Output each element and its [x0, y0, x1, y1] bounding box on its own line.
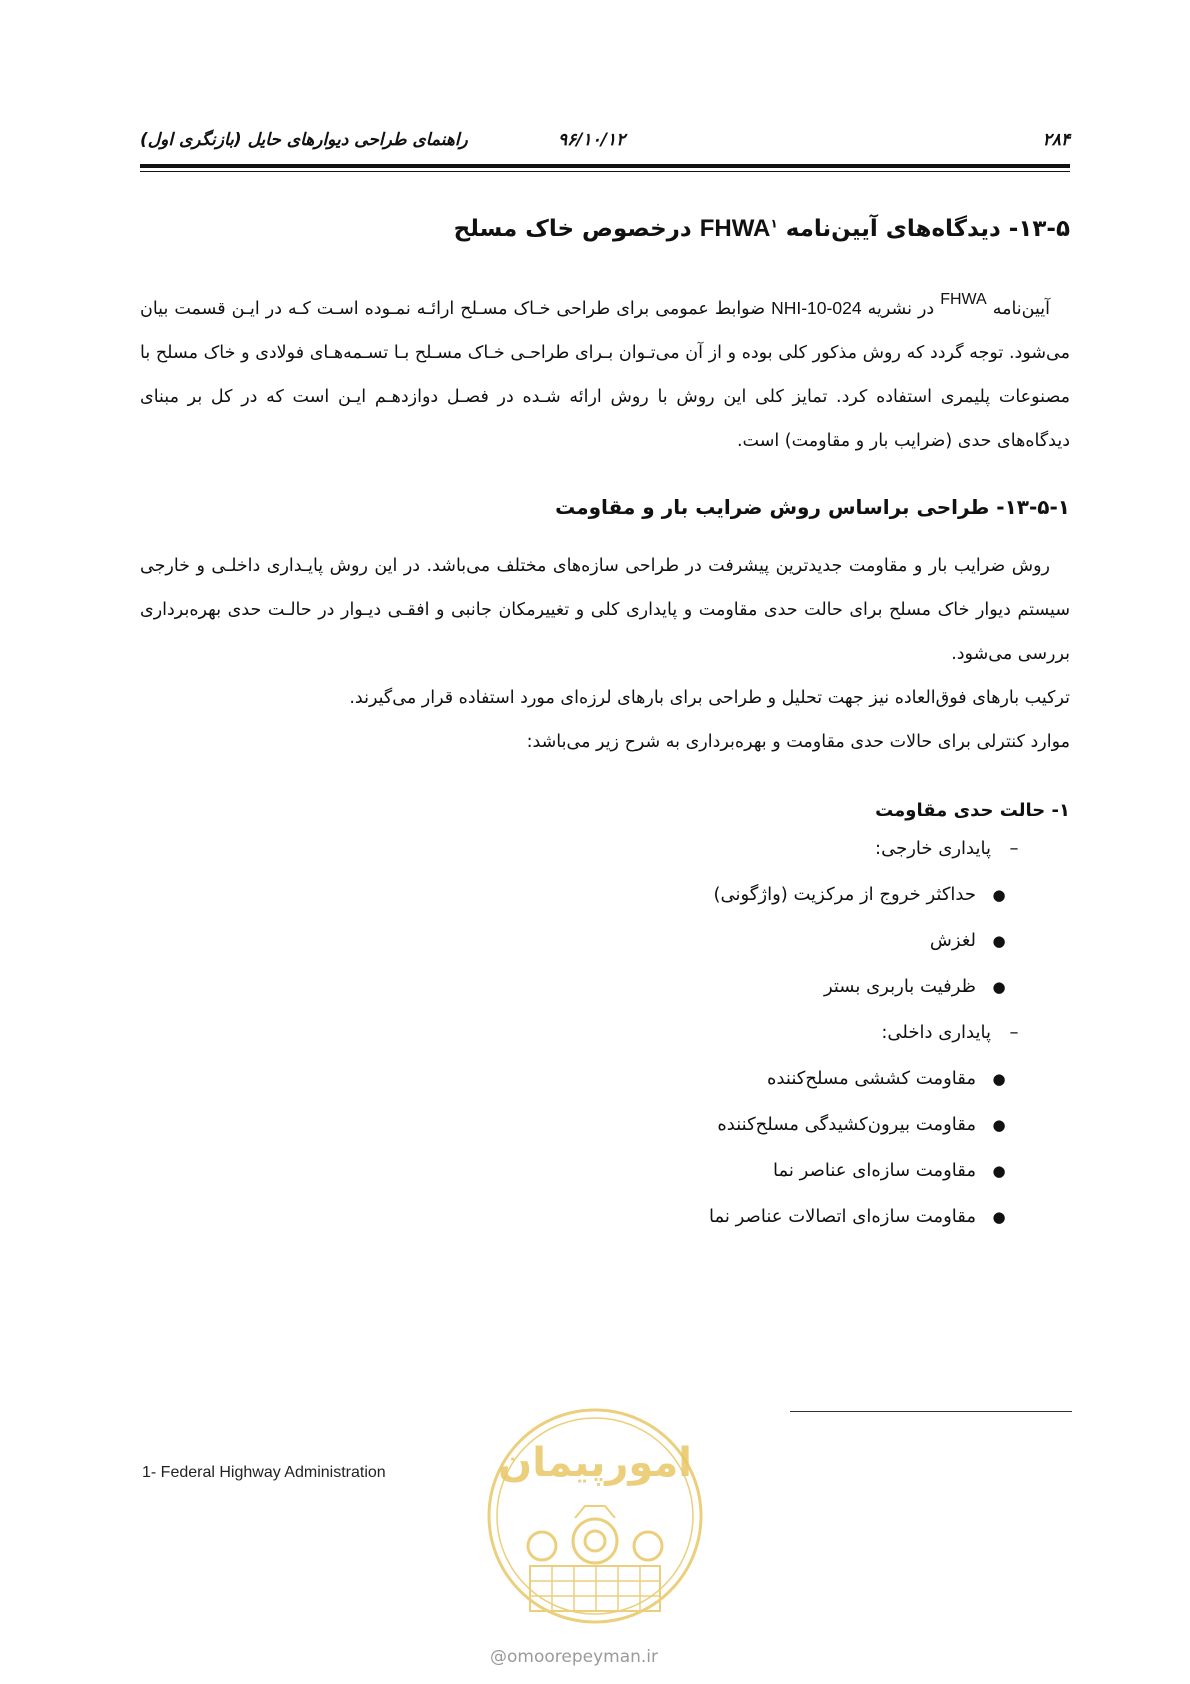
intro-code: FHWA	[940, 291, 987, 308]
intro-text-c: ضوابط عمومی برای طراحی خـاک مسـلح ارائـه نمـوده اسـت کـه در ایـن قسمت بیان می‌شود. توجه گردد که روش مذکور کلی بوده و از آن می‌تـوان بـرای طراحـی خـاک مسـلح بـا تسـمه‌هـای فولادی و خاک مسلح با مصنوعات پلیمری استفاده کرد. تمایز کلی این روش با روش ارائه شـده در فصـل دوازدهـم ایـن است که در کل بر مبنای دیدگاه‌های حدی (ضرایب بار و مقاومت) است.	[140, 299, 1070, 451]
bullet-icon: ●	[992, 1116, 1006, 1134]
omoorepeyman-logo	[480, 1396, 710, 1636]
list-item-text: مقاومت کششی مسلح‌کننده	[767, 1068, 976, 1089]
extreme-loads-paragraph: ترکیب بارهای فوق‌العاده نیز جهت تحلیل و طراحی برای بارهای لرزه‌ای مورد استفاده قرار می‌گیرند.	[349, 688, 1070, 708]
internal-stability-label: پایداری داخلی:	[881, 1022, 991, 1043]
list-item-text: مقاومت بیرون‌کشیدگی مسلح‌کننده	[717, 1114, 976, 1135]
control-cases-paragraph: موارد کنترلی برای حالات حدی مقاومت و بهره‌برداری به شرح زیر می‌باشد:	[526, 732, 1070, 752]
footnote-separator	[790, 1411, 1072, 1412]
header-rule-thin	[140, 171, 1070, 172]
lrfd-paragraph: روش ضرایب بار و مقاومت جدیدترین پیشرفت در طراحی سازه‌های مختلف می‌باشد. در این روش پایـداری داخلـی و خارجی سیستم دیوار خاک مسلح برای حالت حدی مقاومت و پایداری کلی و تغییرمکان جانبی و افقـی دیـوار در حالـت حدی بهره‌برداری بررسی می‌شود.	[140, 556, 1070, 664]
header-date: ۹۶/۱۰/۱۲	[558, 130, 626, 150]
book-title: راهنمای طراحی دیوارهای حایل (بازنگری اول)	[140, 130, 468, 150]
footnote-ref: ۱	[770, 216, 778, 231]
list-item	[767, 1068, 1010, 1089]
external-stability-label: پایداری خارجی:	[875, 838, 991, 859]
dash-marker: –	[1009, 1022, 1019, 1043]
list-item	[881, 1022, 1025, 1043]
publication-code: NHI-10-024	[771, 298, 862, 318]
dash-marker: –	[1009, 838, 1019, 859]
subsection-heading: ۱۳-۵-۱- طراحی براساس روش ضرایب بار و مقاومت	[555, 495, 1070, 519]
list-item-text: مقاومت سازه‌ای اتصالات عناصر نما	[709, 1206, 976, 1227]
section-heading	[454, 215, 1070, 243]
bullet-icon: ●	[992, 1208, 1006, 1226]
list-item	[713, 884, 1010, 905]
list-item-text: حداکثر خروج از مرکزیت (واژگونی)	[713, 884, 976, 905]
list-item	[709, 1206, 1010, 1227]
footnote: 1- Federal Highway Administration	[142, 1464, 386, 1481]
section-heading-prefix: ۱۳-۵- دیدگاه‌های آیین‌نامه	[785, 216, 1070, 242]
limit-state-heading: ۱- حالت حدی مقاومت	[875, 800, 1070, 821]
bullet-icon: ●	[992, 1070, 1006, 1088]
section-heading-code: FHWA	[699, 215, 771, 242]
list-item-text: لغزش	[929, 930, 976, 951]
list-item	[875, 838, 1025, 859]
bullet-icon: ●	[992, 1162, 1006, 1180]
section-heading-suffix: درخصوص خاک مسلح	[453, 216, 692, 242]
bullet-icon: ●	[992, 932, 1006, 950]
list-item	[930, 930, 1010, 951]
list-item	[773, 1160, 1010, 1181]
list-item-text: مقاومت سازه‌ای عناصر نما	[773, 1160, 976, 1181]
intro-text-a: آیین‌نامه	[992, 299, 1050, 319]
list-item	[717, 1114, 1010, 1135]
bullet-icon: ●	[992, 886, 1006, 904]
watermark: @omoorepeyman.ir	[490, 1647, 659, 1667]
intro-text-b: در نشریه	[867, 299, 935, 319]
header-rule-thick	[140, 164, 1070, 168]
intro-paragraph	[140, 278, 1070, 463]
bullet-icon: ●	[992, 978, 1006, 996]
page-number: ۲۸۴	[1042, 130, 1070, 150]
page-header	[140, 130, 1070, 160]
list-item-text: ظرفیت باربری بستر	[823, 976, 976, 997]
list-item	[824, 976, 1010, 997]
logo-text: امورپیمان	[498, 1440, 692, 1486]
